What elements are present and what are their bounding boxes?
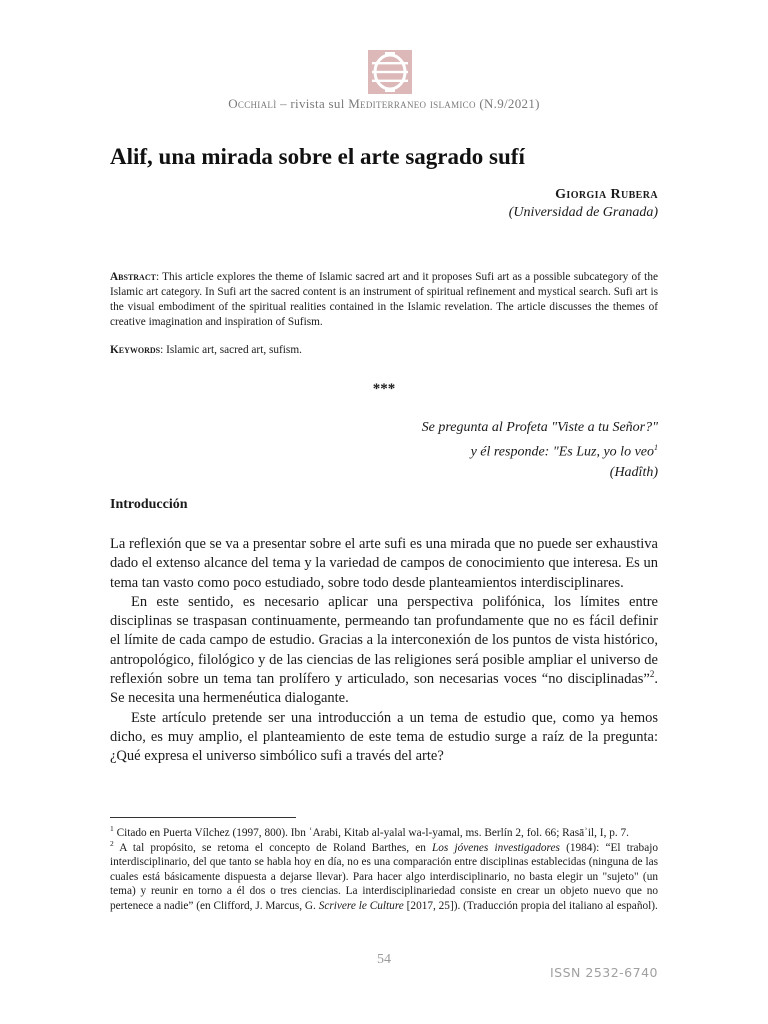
paragraph-2 [110,593,658,709]
paragraph-2-text-b: . Se necesita una hermenéutica dialogante. [110,671,658,707]
page-number: 54 [377,952,391,967]
author-name: Giorgia Rubera [555,187,658,202]
footnote-1-number: 1 [110,824,114,834]
abstract-label: Abstract [110,271,156,283]
footnote-ref-2[interactable]: 2 [649,669,655,680]
footnotes [110,826,658,914]
keywords-label: Keywords [110,344,161,356]
epigraph-source: (Hadîth) [609,464,658,480]
article-title: Alif, una mirada sobre el arte sagrado sufí [110,144,525,169]
section-separator: *** [372,381,396,397]
paragraph-2-text-a: En este sentido, es necesario aplicar una perspectiva polifónica, los límites entre disciplinas se traspasan continuamente, permeando tan profundamente que no es fácil definir el límite de cada campo de estudio. Gracias a la interconexión de los puntos de vista histórico, antropológico, filológico y de las ciencias de las religiones será posible ampliar el universo de reflexión sobre un tema tan prolífero y articulado, son necesarias voces “no disciplinadas” [110,593,658,688]
footnote-2-number: 2 [110,838,114,848]
footnote-2-text-a: A tal propósito, se retoma el concepto de Roland Barthes, en [113,841,432,854]
journal-header [0,96,768,112]
paragraph-3: Este artículo pretende ser una introducción a un tema de estudio que, como ya hemos dicho, es muy amplio, el planteamiento de este tema de estudio surge a raíz de la pregunta: ¿Qué expresa el universo simbólico sufi a través del arte? [110,709,658,765]
footnote-1-text: Citado en Puerta Vílchez (1997, 800). Ibn ʿArabi, Kitab al-yalal wa-l-yamal, ms. Berlín 2, fol. 66; Rasāʾil, I, p. 7. [113,827,629,839]
journal-issue: (N.9/2021) [475,96,540,111]
abstract [110,270,658,330]
abstract-text: : This article explores the theme of Islamic sacred art and it proposes Sufi art as a possible subcategory of the Islamic art category. In Sufi art the sacred content is an instrument of spiritual refinement and mystical search. Sufi art is the visual embodiment of the spiritual realities contained in the Islamic revelation. The article discusses the themes of creative imagination and inspiration of Sufism. [110,271,658,328]
footnote-2-text-b: (1984): “El trabajo interdisciplinario, del que tanto se habla hoy en día, no es una comparación entre disciplinas establecidas (ninguna de las cuales está básicamente dispuesta a dejarse llevar). Para hacer algo interdisciplinario, no basta elegir un "sujeto" (un tema) y reunir en torno a él dos o tres ciencias. La interdisciplinariedad consiste en crear un objeto nuevo que no pertenece a nadie” (en Clifford, J. Marcus, G. [110,841,658,912]
journal-sep: – rivista sul [276,96,349,111]
issn: ISSN 2532-6740 [549,965,658,980]
epigraph-line-2 [422,438,658,463]
footnote-2 [110,838,658,914]
footnote-2-book-title: Los jóvenes investigadores [432,841,560,854]
epigraph-line-1: Se pregunta al Profeta "Viste a tu Señor?" [421,420,658,435]
footnote-1 [110,826,658,841]
paragraph-1: La reflexión que se va a presentar sobre el arte sufi es una mirada que no puede ser exhaustiva dado el extenso alcance del tema y la variedad de campos de conocimiento que interesa. Es un tema tan vasto como poco estudiado, sobre todo desde planteamientos interdisciplinares. [110,536,658,591]
journal-logo-icon [368,50,412,94]
journal-subtitle: Mediterraneo islamico [348,96,476,111]
footnote-2-book-title-2: Scrivere le Culture [318,899,404,912]
footnote-divider [110,817,296,818]
body-text [110,535,658,767]
keywords [110,343,658,358]
keywords-text: : Islamic art, sacred art, sufism. [160,344,302,356]
footnote-ref-1[interactable]: 1 [654,443,658,452]
section-heading: Introducción [110,497,188,512]
epigraph-line-2-text: y él responde: "Es Luz, yo lo veo [470,444,654,460]
epigraph [422,418,658,483]
author-affiliation: (Universidad de Granada) [508,205,658,220]
footnote-2-text-c: [2017, 25]). (Traducción propia del italiano al español). [403,899,658,912]
journal-name: Occhialì [228,96,277,111]
